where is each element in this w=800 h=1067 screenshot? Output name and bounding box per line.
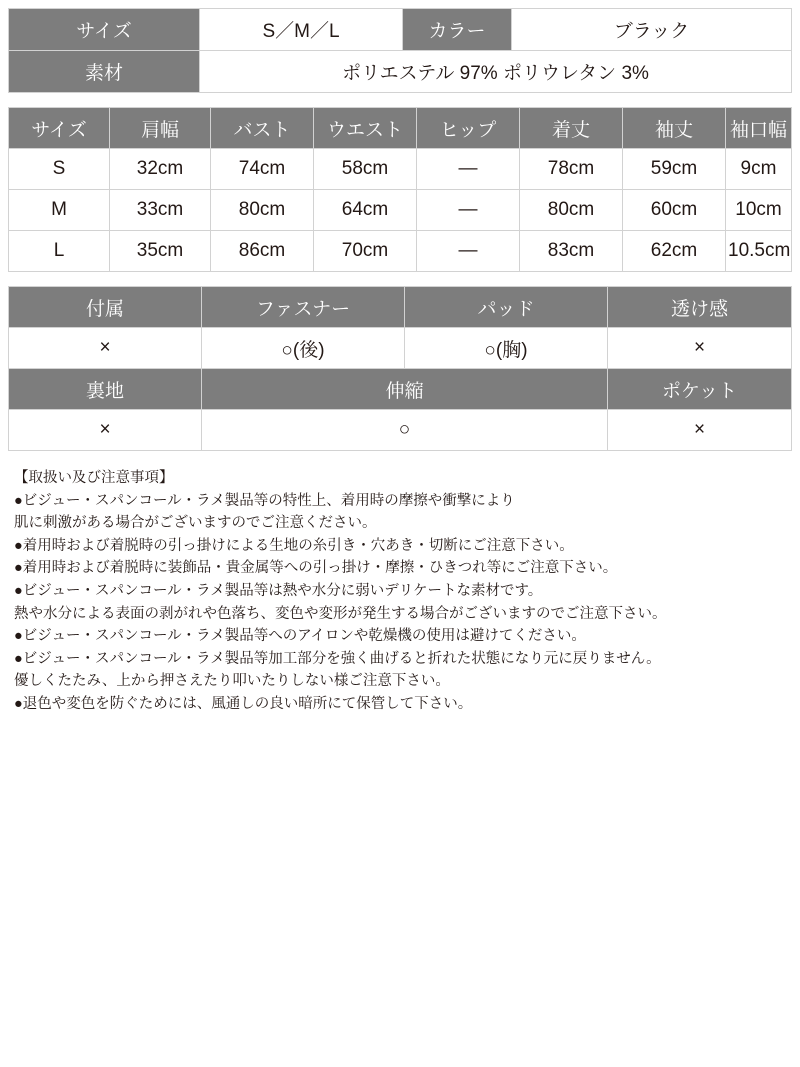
detail-header-stretch: 伸縮 [202,369,608,410]
detail-value-sheerness: × [608,328,792,369]
spacer [8,272,792,286]
care-notes-title: 【取扱い及び注意事項】 [14,470,174,486]
care-note-line: ●ビジュー・スパンコール・ラメ製品等の特性上、着用時の摩擦や衝撃により [14,492,515,509]
spec-value-material: ポリエステル 97% ポリウレタン 3% [200,51,792,93]
spacer [8,93,792,107]
size-cell: 86cm [211,231,314,272]
size-cell: 80cm [520,190,623,231]
size-cell: 58cm [314,149,417,190]
size-cell: 59cm [623,149,726,190]
care-note-line: ●ビジュー・スパンコール・ラメ製品等へのアイロンや乾燥機の使用は避けてください。 [14,628,586,645]
care-note-line: ●退色や変色を防ぐためには、風通しの良い暗所にて保管して下さい。 [14,696,473,713]
spec-table [8,8,792,93]
size-cell: S [9,149,110,190]
size-cell: M [9,190,110,231]
table-header-row [9,287,792,328]
size-cell: 64cm [314,190,417,231]
care-note-line: 肌に刺激がある場合がございますのでご注意ください。 [14,515,377,532]
detail-header-pocket: ポケット [608,369,792,410]
size-cell: 83cm [520,231,623,272]
care-notes [8,467,792,716]
size-col-header: 肩幅 [110,108,211,149]
size-col-header: バスト [211,108,314,149]
care-note-line: 優しくたたみ、上から押さえたり叩いたりしない様ご注意下さい。 [14,673,450,690]
care-note-line: ●ビジュー・スパンコール・ラメ製品等は熱や水分に弱いデリケートな素材です。 [14,583,543,600]
size-col-header: 着丈 [520,108,623,149]
detail-value-stretch: ○ [202,410,608,451]
detail-value-zipper: ○(後) [202,328,405,369]
size-cell: 32cm [110,149,211,190]
table-header-row [9,108,792,149]
size-col-header: ウエスト [314,108,417,149]
size-cell: 35cm [110,231,211,272]
table-row [9,328,792,369]
detail-header-sheerness: 透け感 [608,287,792,328]
size-cell: 10.5cm [726,231,792,272]
table-row [9,149,792,190]
care-note-line: ●着用時および着脱時の引っ掛けによる生地の糸引き・穴あき・切断にご注意下さい。 [14,537,574,554]
size-table [8,107,792,272]
size-col-header: サイズ [9,108,110,149]
size-cell: 80cm [211,190,314,231]
table-row [9,231,792,272]
detail-table [8,286,792,451]
care-note-line: ●着用時および着脱時に装飾品・貴金属等への引っ掛け・摩擦・ひきつれ等にご注意下さい。 [14,560,618,577]
spec-label-material: 素材 [9,51,200,93]
size-cell: 62cm [623,231,726,272]
detail-value-pad: ○(胸) [405,328,608,369]
size-cell: 10cm [726,190,792,231]
size-cell: 78cm [520,149,623,190]
detail-value-pocket: × [608,410,792,451]
table-row [9,51,792,93]
table-row [9,190,792,231]
size-cell: — [417,231,520,272]
size-cell: 33cm [110,190,211,231]
size-cell: 60cm [623,190,726,231]
detail-header-pad: パッド [405,287,608,328]
size-cell: 74cm [211,149,314,190]
size-cell: L [9,231,110,272]
table-row [9,9,792,51]
detail-header-accessory: 付属 [9,287,202,328]
spec-value-size: S／M／L [200,9,403,51]
size-cell: 9cm [726,149,792,190]
detail-value-lining: × [9,410,202,451]
table-header-row [9,369,792,410]
detail-header-lining: 裏地 [9,369,202,410]
spec-value-color: ブラック [512,9,792,51]
care-note-line: ●ビジュー・スパンコール・ラメ製品等加工部分を強く曲げると折れた状態になり元に戻りません。 [14,650,661,667]
spec-label-color: カラー [403,9,512,51]
care-note-line: 熱や水分による表面の剥がれや色落ち、変色や変形が発生する場合がございますのでご注意下さい。 [14,605,667,622]
size-cell: — [417,190,520,231]
spec-label-size: サイズ [9,9,200,51]
detail-value-accessory: × [9,328,202,369]
table-row [9,410,792,451]
size-col-header: 袖口幅 [726,108,792,149]
detail-header-zipper: ファスナー [202,287,405,328]
size-cell: — [417,149,520,190]
size-col-header: ヒップ [417,108,520,149]
size-col-header: 袖丈 [623,108,726,149]
size-cell: 70cm [314,231,417,272]
